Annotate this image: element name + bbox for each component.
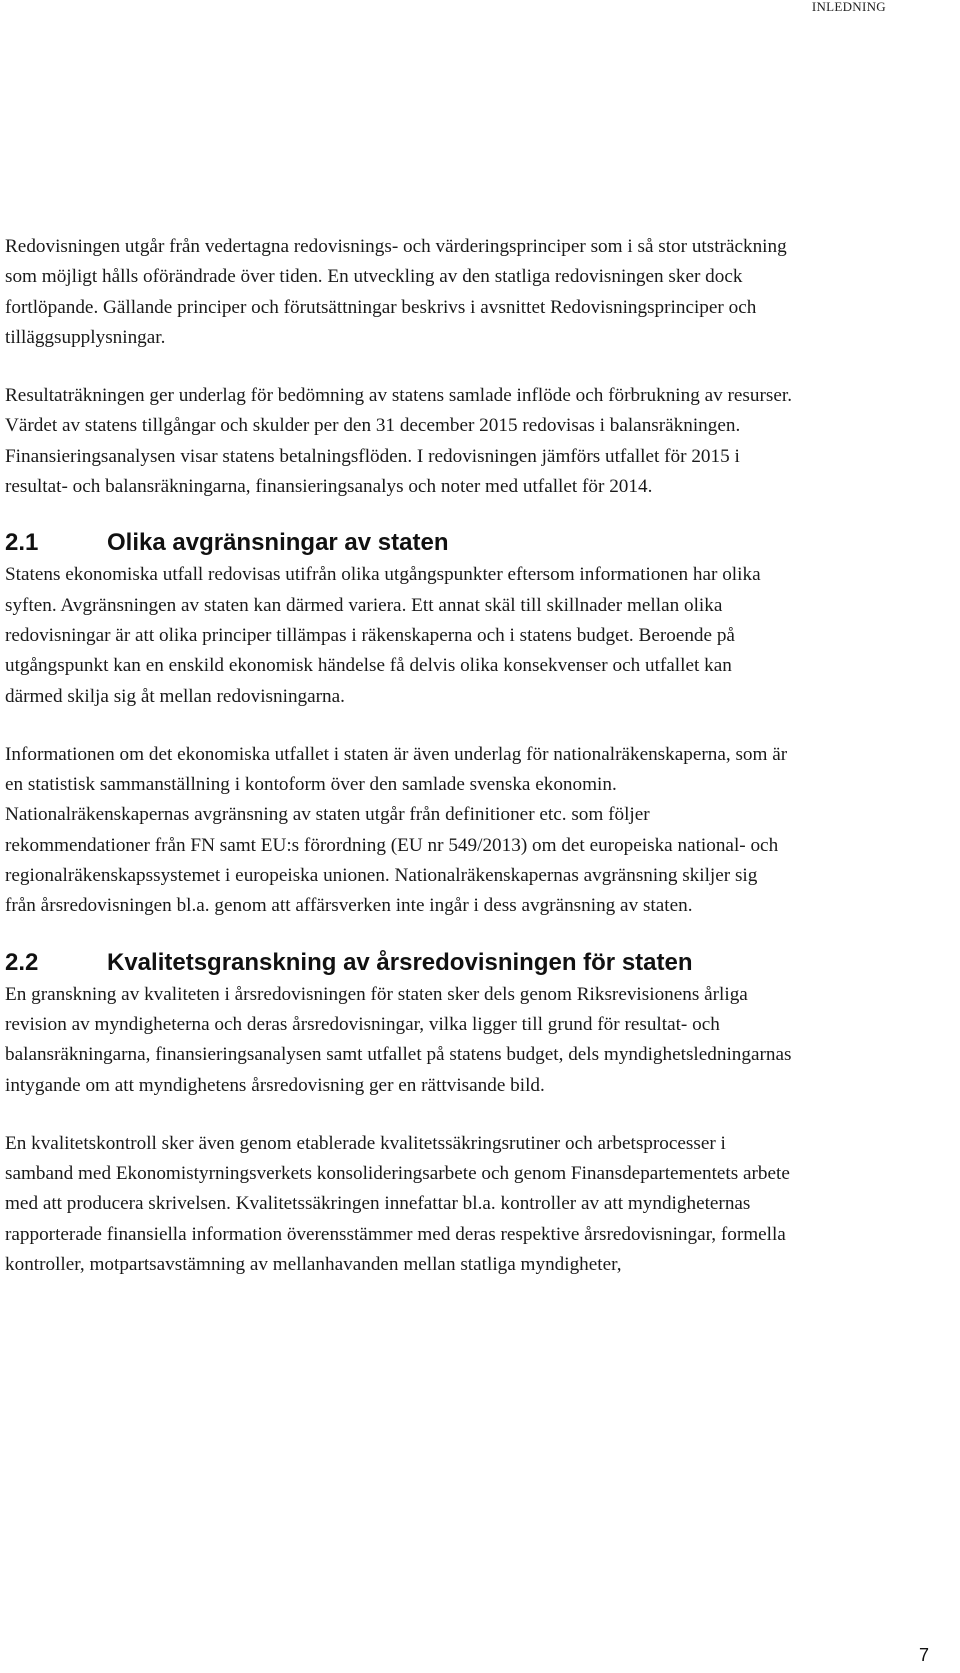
section-spacer — [5, 502, 793, 528]
document-body — [5, 232, 793, 1280]
paragraph-spacer — [5, 353, 793, 381]
section-2-2-paragraph-1: En granskning av kvaliteten i årsredovisningen för staten sker dels genom Riksrevisionens årliga revision av myndigheterna och deras årsredovisningar, vilka ligger till grund för resultat- och balansräkningarna, finansieringsanalysen samt utfallet på statens budget, dels myndighetsledningarnas intygande om att myndighetens årsredovisning ger en rättvisande bild. — [5, 983, 792, 1096]
running-header: INLEDNING — [811, 0, 886, 14]
section-spacer — [5, 922, 793, 948]
section-2-2-paragraph-2: En kvalitetskontroll sker även genom etablerade kvalitetssäkringsrutiner och arbetsprocesser i samband med Ekonomistyrningsverkets konsolideringsarbete och genom Finansdepartementets arbete med att producera skrivelsen. Kvalitetssäkringen innefattar bl.a. kontroller av att myndigheternas rapporterade finansiella information överensstämmer med deras respektive årsredovisningar, formella kontroller, motpartsavstämning av mellanhavanden mellan statliga myndigheter, — [5, 1132, 790, 1276]
paragraph-spacer — [5, 712, 793, 740]
section-2-1-paragraph-2: Informationen om det ekonomiska utfallet i staten är även underlag för nationalräkenskaperna, som är en statistisk sammanställning i kontoform över den samlade svenska ekonomin. Nationalräkenskapernas avgränsning av staten utgår från definitioner etc. som följer rekommendationer från FN samt EU:s förordning (EU nr 549/2013) om det europeiska national- och regionalräkenskapssystemet i europeiska unionen. Nationalräkenskapernas avgränsning skiljer sig från årsredovisningen bl.a. genom att affärsverken inte ingår i dess avgränsning av staten. — [5, 743, 788, 917]
intro-paragraph-1: Redovisningen utgår från vedertagna redovisnings- och värderingsprinciper som i så stor utsträckning som möjligt hålls oförändrade över tiden. En utveckling av den statliga redovisningen sker dock fortlöpande. Gällande principer och förutsättningar beskrivs i avsnittet Redovisningsprinciper och tilläggsupplysningar. — [5, 236, 787, 348]
section-number: 2.2 — [5, 948, 39, 976]
section-2-1-paragraph-1: Statens ekonomiska utfall redovisas utifrån olika utgångspunkter eftersom informationen har olika syften. Avgränsningen av staten kan därmed variera. Ett annat skäl till skillnader mellan olika redovisningar är att olika principer tillämpas i räkenskaperna och i statens budget. Beroende på utgångspunkt kan en enskild ekonomisk händelse få delvis olika konsekvenser och utfallet kan därmed skilja sig åt mellan redovisningarna. — [5, 564, 761, 707]
section-heading-2-1 — [5, 528, 793, 558]
section-title: Kvalitetsgranskning av årsredovisningen för staten — [107, 948, 693, 976]
section-heading-2-2 — [5, 948, 793, 978]
page-number: 7 — [918, 1645, 929, 1665]
paragraph-spacer — [5, 1101, 793, 1129]
intro-paragraph-2: Resultaträkningen ger underlag för bedömning av statens samlade inflöde och förbrukning av resurser. Värdet av statens tillgångar och skulder per den 31 december 2015 redovisas i balansräkningen. Finansieringsanalysen visar statens betalningsflöden. I redovisningen jämförs utfallet för 2015 i resultat- och balansräkningarna, finansieringsanalys och noter med utfallet för 2014. — [5, 385, 792, 498]
section-number: 2.1 — [5, 529, 39, 557]
section-title: Olika avgränsningar av staten — [107, 529, 449, 557]
